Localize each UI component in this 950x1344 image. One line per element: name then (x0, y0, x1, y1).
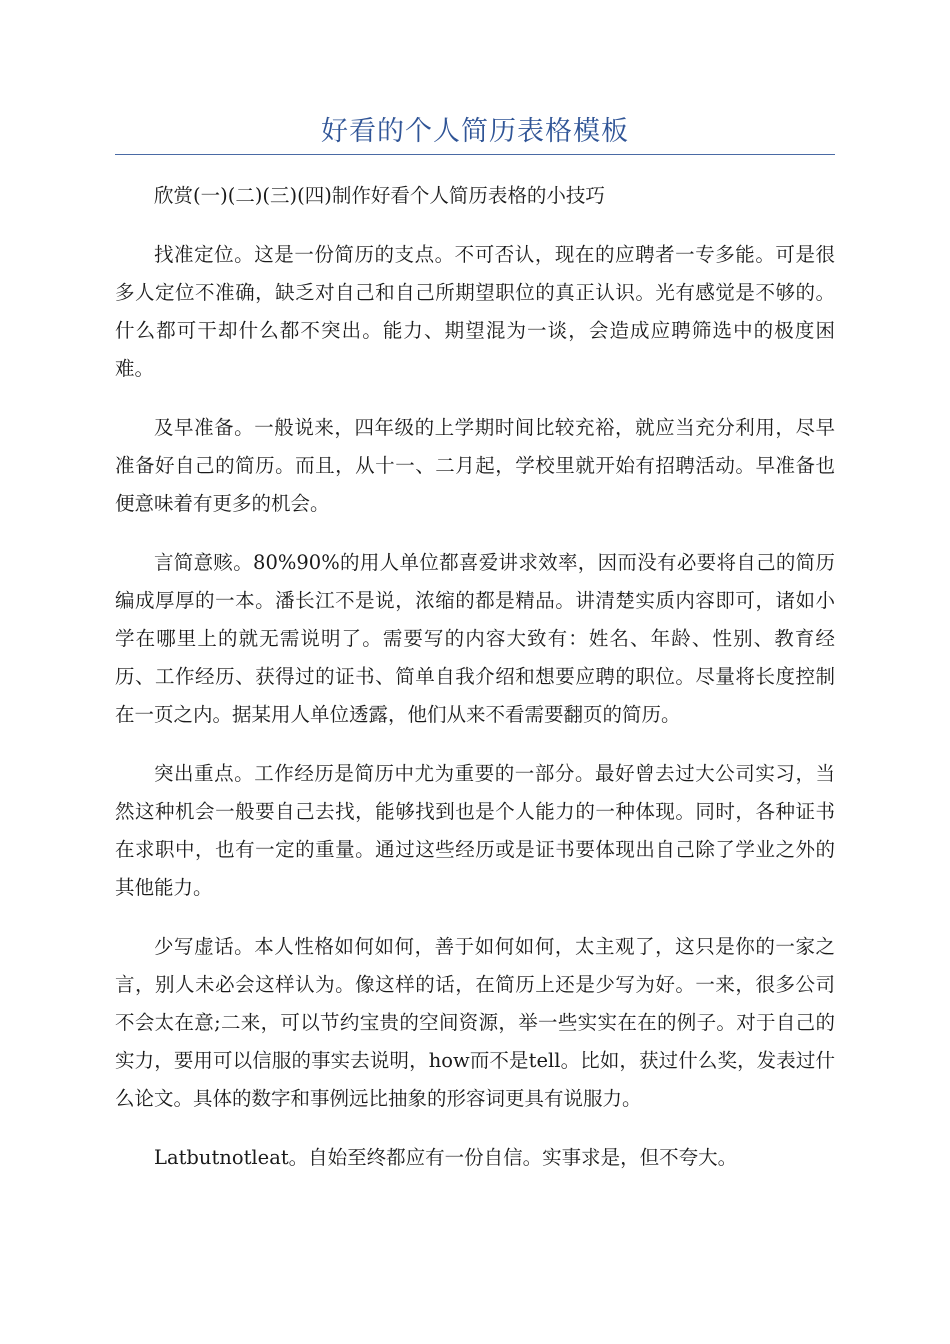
paragraph-less-empty-talk: 少写虚话。本人性格如何如何，善于如何如何，太主观了，这只是你的一家之言，别人未必会这样认为。像这样的话，在简历上还是少写为好。一来，很多公司不会太在意;二来，可以节约宝贵的空间资源，举一些实实在在的例子。对于自己的实力，要用可以信服的事实去说明，how而不是tell。比如，获过什么奖，发表过什么论文。具体的数字和事例远比抽象的形容词更具有说服力。 (115, 935, 835, 1110)
document-page (115, 110, 835, 1198)
paragraph-concise: 言简意赅。80%90%的用人单位都喜爱讲求效率，因而没有必要将自己的简历编成厚厚的一本。潘长江不是说，浓缩的都是精品。讲清楚实质内容即可，诸如小学在哪里上的就无需说明了。需要写的内容大致有：姓名、年龄、性别、教育经历、工作经历、获得过的证书、简单自我介绍和想要应聘的职位。尽量将长度控制在一页之内。据某用人单位透露，他们从来不看需要翻页的简历。 (115, 551, 835, 726)
paragraph-confidence: Latbutnotleat。自始至终都应有一份自信。实事求是，但不夸大。 (154, 1146, 738, 1169)
intro-paragraph: 欣赏(一)(二)(三)(四)制作好看个人简历表格的小技巧 (154, 184, 605, 207)
paragraph-highlights: 突出重点。工作经历是简历中尤为重要的一部分。最好曾去过大公司实习，当然这种机会一般要自己去找，能够找到也是个人能力的一种体现。同时，各种证书在求职中，也有一定的重量。通过这些经历或是证书要体现出自己除了学业之外的其他能力。 (115, 762, 835, 899)
title-divider (115, 154, 835, 155)
paragraph-positioning: 找准定位。这是一份简历的支点。不可否认，现在的应聘者一专多能。可是很多人定位不准确，缺乏对自己和自己所期望职位的真正认识。光有感觉是不够的。什么都可干却什么都不突出。能力、期望混为一谈，会造成应聘筛选中的极度困难。 (115, 243, 835, 380)
paragraph-early-prep: 及早准备。一般说来，四年级的上学期时间比较充裕，就应当充分利用，尽早准备好自己的简历。而且，从十一、二月起，学校里就开始有招聘活动。早准备也便意味着有更多的机会。 (115, 416, 835, 515)
page-title: 好看的个人简历表格模板 (321, 116, 629, 147)
